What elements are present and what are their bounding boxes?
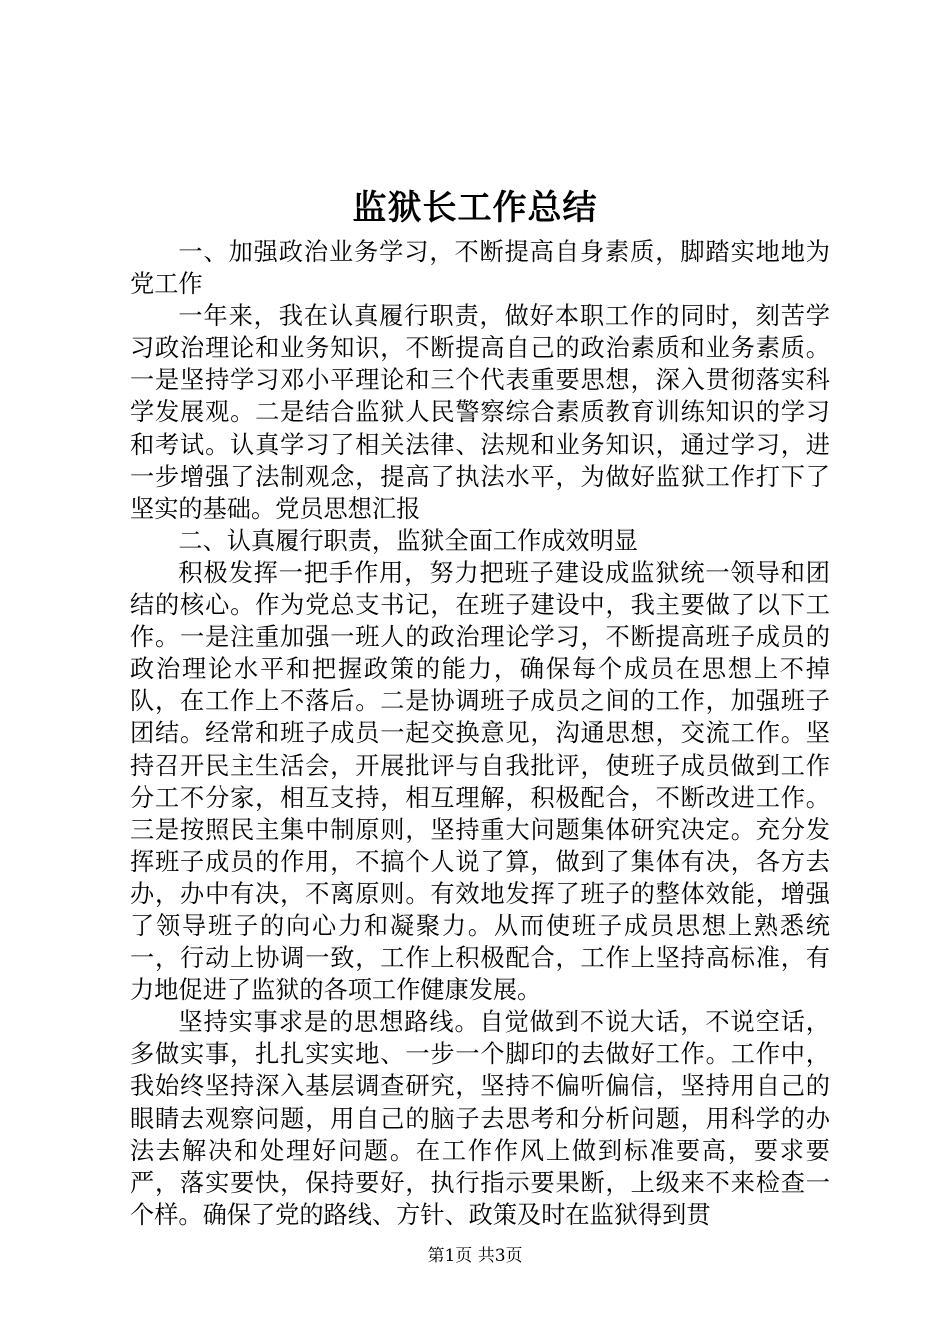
paragraph-2: 积极发挥一把手作用，努力把班子建设成监狱统一领导和团结的核心。作为党总支书记，在班子建设中，我主要做了以下工作。一是注重加强一班人的政治理论学习，不断提高班子成员的政治理论水平和把握政策的能力，确保每个成员在思想上不掉队，在工作上不落后。二是协调班子成员之间的工作，加强班子团结。经常和班子成员一起交换意见，沟通思想，交流工作。坚持召开民主生活会，开展批评与自我批评，使班子成员做到工作分工不分家，相互支持，相互理解，积极配合，不断改进工作。三是按照民主集中制原则，坚持重大问题集体研究决定。充分发挥班子成员的作用，不搞个人说了算，做到了集体有决，各方去办，办中有决，不离原则。有效地发挥了班子的整体效能，增强了领导班子的向心力和凝聚力。从而使班子成员思想上熟悉统一，行动上协调一致，工作上积极配合，工作上坚持高标准，有力地促进了监狱的各项工作健康发展。 [130, 558, 830, 1005]
paragraph-1: 一年来，我在认真履行职责，做好本职工作的同时，刻苦学习政治理论和业务知识，不断提高自己的政治素质和业务素质。一是坚持学习邓小平理论和三个代表重要思想，深入贯彻落实科学发展观。二是结合监狱人民警察综合素质教育训练知识的学习和考试。认真学习了相关法律、法规和业务知识，通过学习，进一步增强了法制观念，提高了执法水平，为做好监狱工作打下了坚实的基础。党员思想汇报 [130, 302, 830, 523]
paragraph-3: 坚持实事求是的思想路线。自觉做到不说大话，不说空话，多做实事，扎扎实实地、一步一个脚印的去做好工作。工作中，我始终坚持深入基层调查研究，坚持不偏听偏信，坚持用自己的眼睛去观察问题，用自己的脑子去思考和分析问题，用科学的办法去解决和处理好问题。在工作作风上做到标准要高，要求要严，落实要快，保持要好，执行指示要果断，上级来不来检查一个样。确保了党的路线、方针、政策及时在监狱得到贯 [130, 1008, 830, 1229]
document-body [130, 236, 830, 1231]
document-title: 监狱长工作总结 [352, 188, 598, 228]
section-heading-1: 一、加强政治业务学习，不断提高自身素质，脚踏实地地为党工作 [130, 238, 830, 299]
page-footer: 第1页 共3页 [427, 1246, 523, 1266]
section-heading-2: 二、认真履行职责，监狱全面工作成效明显 [178, 526, 638, 555]
